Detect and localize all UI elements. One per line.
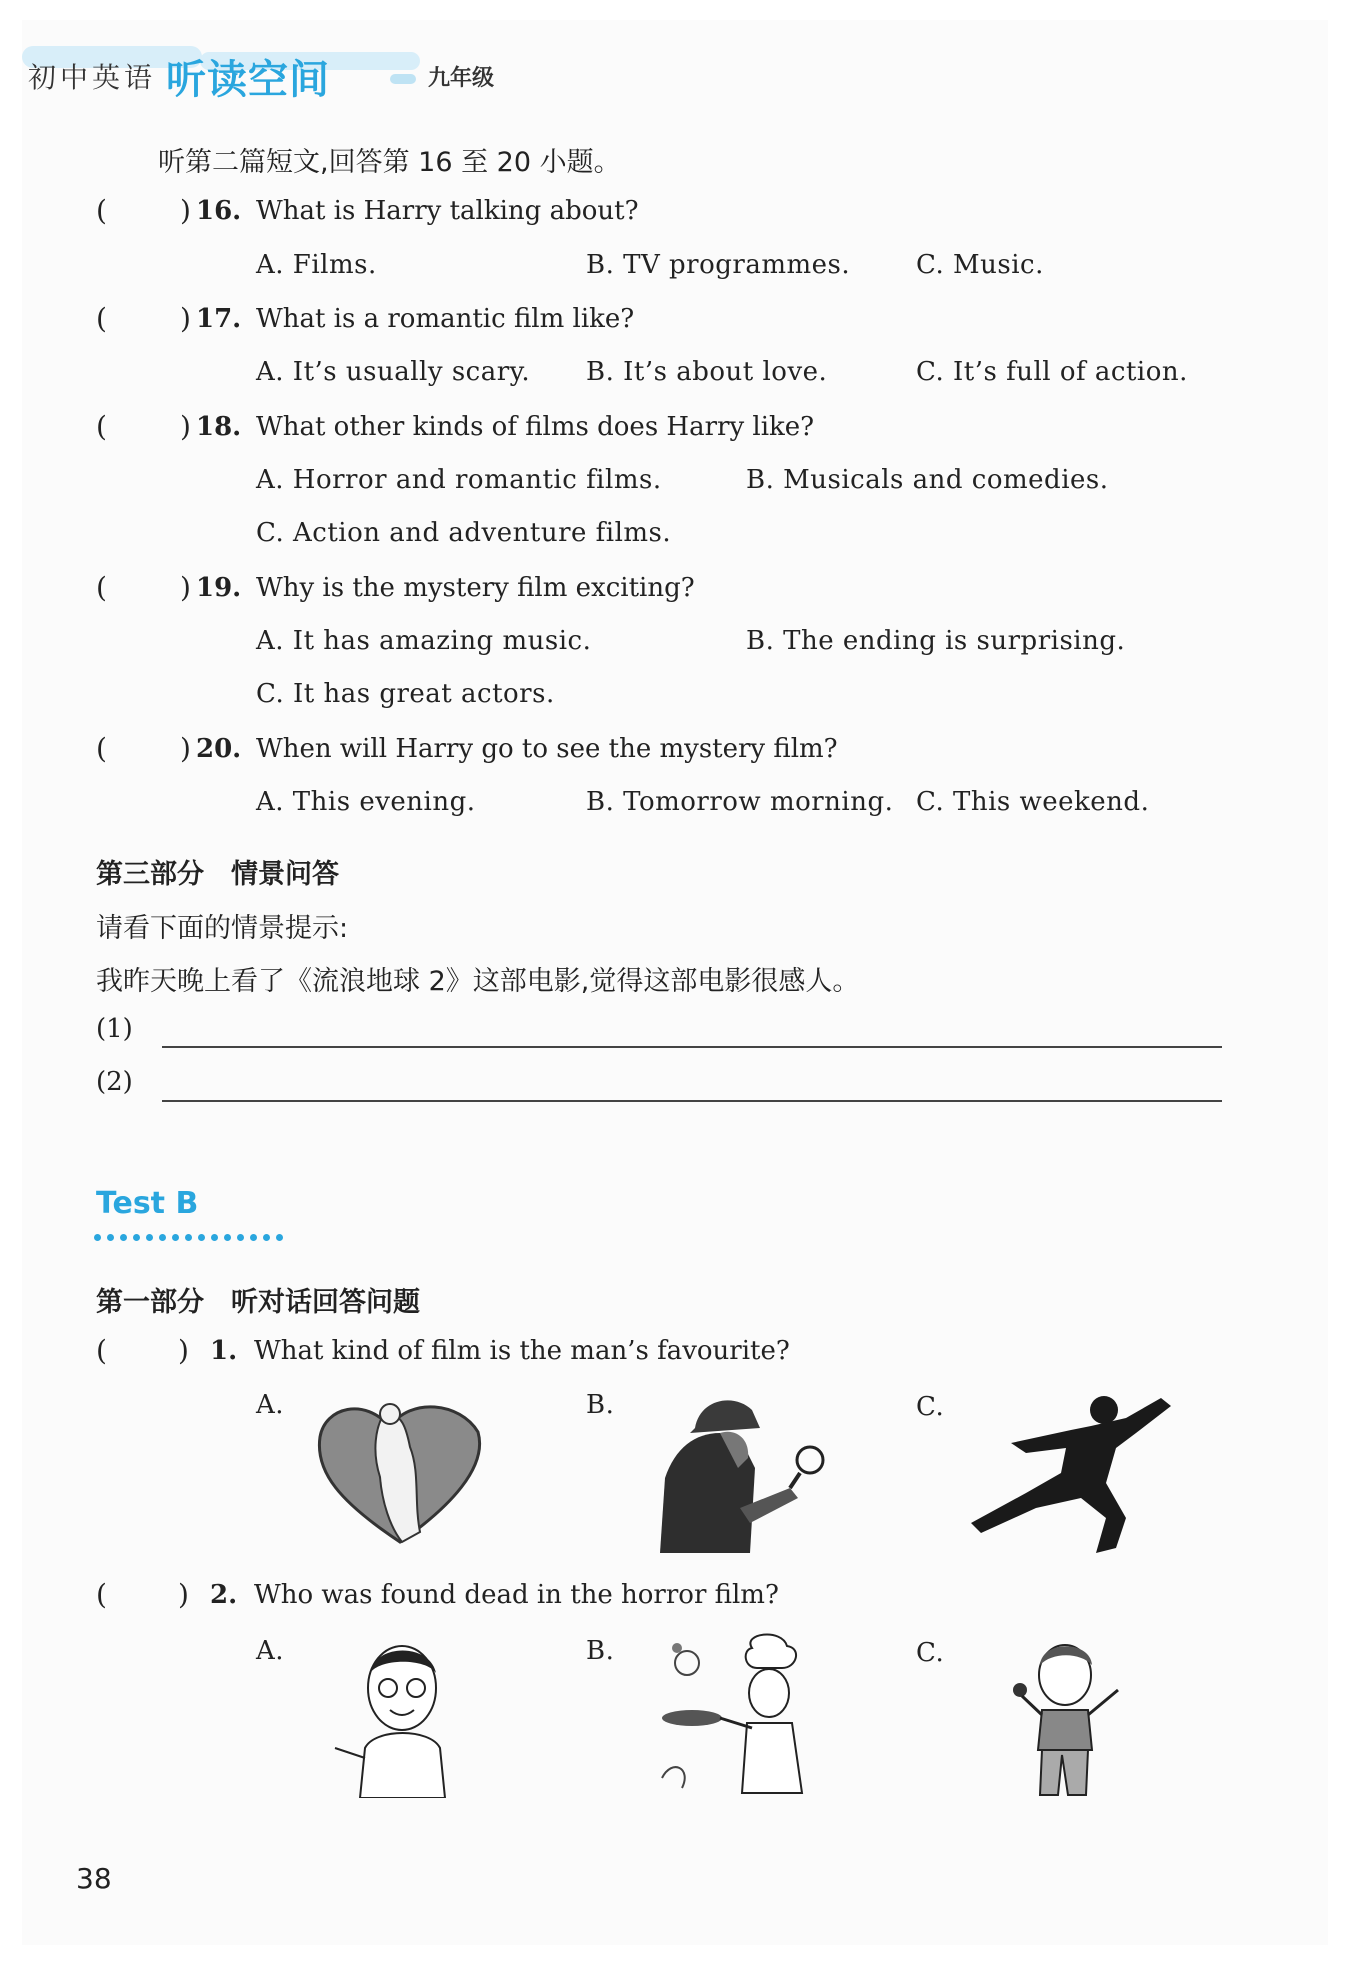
option-a: A. Horror and romantic films. (256, 465, 662, 495)
option-c: C. Action and adventure films. (256, 518, 672, 548)
option-a: A. This evening. (256, 787, 476, 817)
answer-line[interactable] (162, 1046, 1222, 1048)
header-bar (28, 36, 494, 116)
option-c: C. (916, 1392, 945, 1422)
section-title: 第一部分 听对话回答问题 (96, 1287, 420, 1318)
section-title: 第三部分 情景问答 (96, 859, 339, 890)
page-number: 38 (76, 1862, 112, 1895)
option-a: A. Films. (256, 250, 377, 280)
option-a: A. It’s usually scary. (256, 357, 531, 387)
prompt-label: 请看下面的情景提示: (96, 913, 349, 944)
chef-cooking-icon[interactable] (652, 1628, 812, 1798)
answer-line[interactable] (162, 1100, 1222, 1102)
question-number: 16. (196, 196, 242, 226)
option-a: A. It has amazing music. (256, 626, 592, 656)
grade-label: 九年级 (390, 61, 494, 92)
option-c: C. It has great actors. (256, 679, 555, 709)
option-a: A. (256, 1636, 285, 1666)
question-number: 1. (210, 1336, 238, 1366)
blank-label: (1) (96, 1014, 133, 1044)
brand-title: 听读空间 (166, 56, 331, 103)
martial-arts-kick-silhouette-icon[interactable] (966, 1388, 1176, 1558)
question-text: Why is the mystery film exciting? (256, 573, 695, 603)
question-number: 17. (196, 304, 242, 334)
option-b: B. TV programmes. (586, 250, 851, 280)
answer-paren-close: ) (180, 571, 191, 604)
answer-paren[interactable]: ( (96, 1334, 107, 1367)
scenario-text: 我昨天晚上看了《流浪地球 2》这部电影,觉得这部电影很感人。 (96, 966, 860, 997)
option-b: B. Tomorrow morning. (586, 787, 894, 817)
option-a: A. (256, 1390, 285, 1420)
option-c: C. This weekend. (916, 787, 1150, 817)
question-number: 19. (196, 573, 242, 603)
romance-heart-couple-icon[interactable] (310, 1392, 490, 1552)
answer-paren[interactable]: ( (96, 571, 107, 604)
option-b: B. It’s about love. (586, 357, 828, 387)
boy-singing-icon[interactable] (1000, 1630, 1130, 1800)
option-c: C. Music. (916, 250, 1044, 280)
test-b-title: Test B (96, 1186, 199, 1221)
question-number: 20. (196, 734, 242, 764)
question-number: 2. (210, 1580, 238, 1610)
answer-paren-close: ) (178, 1578, 189, 1611)
detective-with-magnifier-icon[interactable] (640, 1388, 830, 1553)
option-b: B. Musicals and comedies. (746, 465, 1109, 495)
answer-paren-close: ) (180, 302, 191, 335)
doctor-with-glasses-icon[interactable] (330, 1628, 480, 1798)
question-text: What is Harry talking about? (256, 196, 639, 226)
series-title: 初中英语 (28, 61, 157, 94)
answer-paren[interactable]: ( (96, 732, 107, 765)
answer-paren[interactable]: ( (96, 194, 107, 227)
question-number: 18. (196, 412, 242, 442)
option-b: B. The ending is surprising. (746, 626, 1126, 656)
title-underline-dots (94, 1234, 283, 1241)
answer-paren-close: ) (178, 1334, 189, 1367)
question-text: When will Harry go to see the mystery film? (256, 734, 838, 764)
answer-paren-close: ) (180, 732, 191, 765)
passage-instruction: 听第二篇短文,回答第 16 至 20 小题。 (158, 147, 621, 178)
blank-label: (2) (96, 1067, 133, 1097)
question-text: What other kinds of films does Harry like? (256, 412, 815, 442)
option-c: C. It’s full of action. (916, 357, 1188, 387)
grade-dot-icon (390, 74, 416, 84)
answer-paren-close: ) (180, 194, 191, 227)
option-b: B. (586, 1636, 615, 1666)
answer-paren[interactable]: ( (96, 302, 107, 335)
answer-paren-close: ) (180, 410, 191, 443)
option-b: B. (586, 1390, 615, 1420)
question-text: What kind of film is the man’s favourite? (254, 1336, 790, 1366)
question-text: What is a romantic film like? (256, 304, 635, 334)
question-text: Who was found dead in the horror film? (254, 1580, 779, 1610)
answer-paren[interactable]: ( (96, 410, 107, 443)
option-c: C. (916, 1638, 945, 1668)
answer-paren[interactable]: ( (96, 1578, 107, 1611)
